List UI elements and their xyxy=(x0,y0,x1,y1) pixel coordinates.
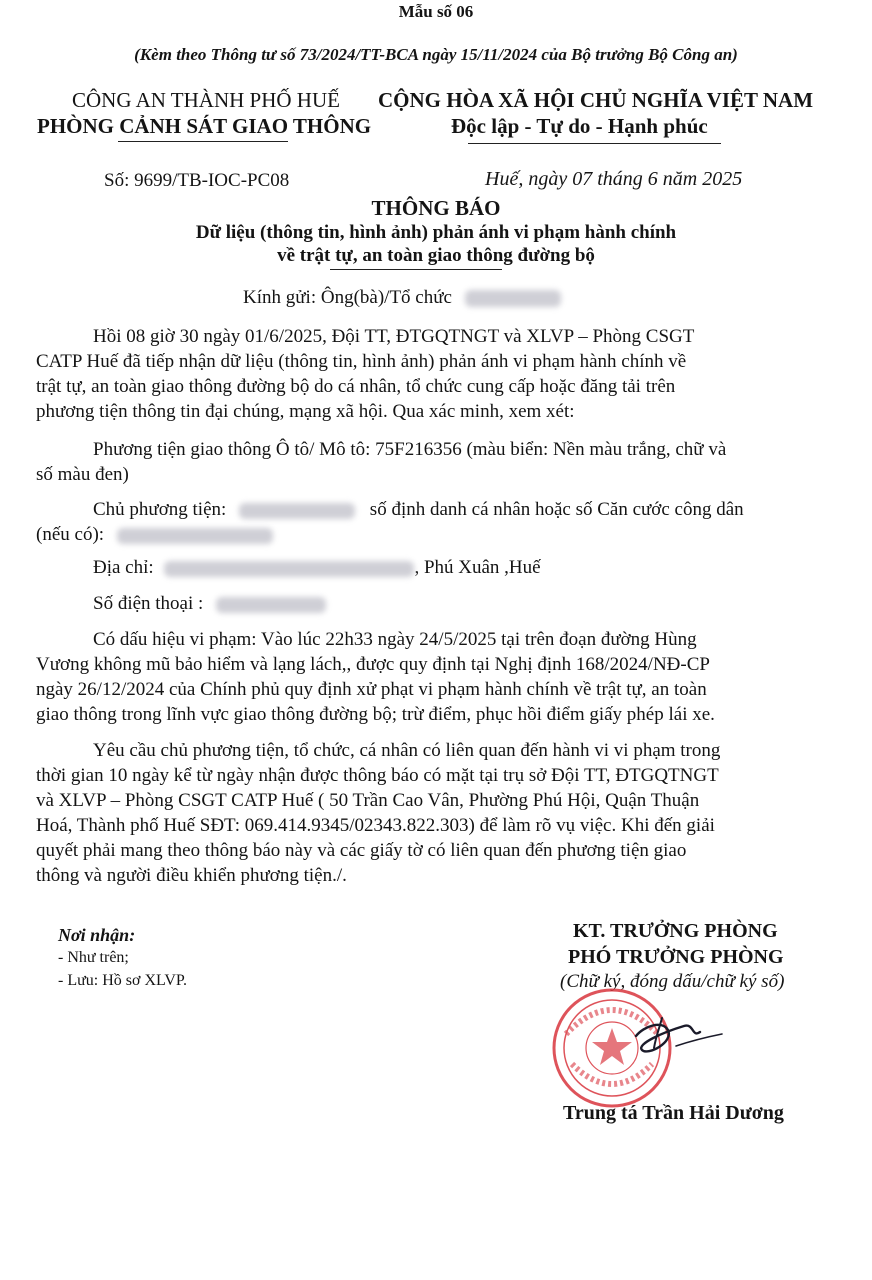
vehicle-paragraph xyxy=(36,437,808,487)
request-paragraph xyxy=(36,738,808,888)
parent-organization: CÔNG AN THÀNH PHỐ HUẾ xyxy=(72,88,340,112)
official-seal-and-signature xyxy=(544,986,724,1116)
org-underline xyxy=(118,141,288,142)
address-suffix: , Phú Xuân ,Huế xyxy=(414,557,541,578)
title-underline xyxy=(330,269,502,270)
intro-line: CATP Huế đã tiếp nhận dữ liệu (thông tin, hình ảnh) phản ánh vi phạm hành chính về xyxy=(36,351,687,372)
violation-line: Có dấu hiệu vi phạm: Vào lúc 22h33 ngày 24/5/2025 tại trên đoạn đường Hùng xyxy=(93,629,697,650)
redacted-owner-name xyxy=(239,503,355,519)
intro-line: Hồi 08 giờ 30 ngày 01/6/2025, Đội TT, ĐTGQTNGT và XLVP – Phòng CSGT xyxy=(93,326,695,347)
violation-paragraph xyxy=(36,627,808,727)
place-and-date: Huế, ngày 07 tháng 6 năm 2025 xyxy=(485,168,743,190)
owner-id-line xyxy=(36,522,808,547)
address-line xyxy=(36,555,808,580)
request-line: và XLVP – Phòng CSGT CATP Huế ( 50 Trần Cao Vân, Phường Phú Hội, Quận Thuận xyxy=(36,790,700,811)
national-motto: Độc lập - Tự do - Hạnh phúc xyxy=(451,114,708,138)
signer-title-2: PHÓ TRƯỞNG PHÒNG xyxy=(568,946,784,968)
request-line: thông và người điều khiển phương tiện./. xyxy=(36,865,347,886)
document-subtitle-line-1: Dữ liệu (thông tin, hình ảnh) phản ánh vi phạm hành chính xyxy=(195,222,677,243)
vehicle-line: Phương tiện giao thông Ô tô/ Mô tô: 75F216356 (màu biển: Nền màu trắng, chữ và xyxy=(93,439,727,460)
official-seal-icon xyxy=(554,990,670,1106)
owner-id-label: số định danh cá nhân hoặc số Căn cước công dân xyxy=(369,499,744,520)
redacted-owner-id xyxy=(117,528,273,544)
vehicle-line: số màu đen) xyxy=(36,464,129,485)
republic-name: CỘNG HÒA XÃ HỘI CHỦ NGHĨA VIỆT NAM xyxy=(378,88,814,112)
phone-label: Số điện thoại : xyxy=(93,593,204,614)
form-number: Mẫu số 06 xyxy=(398,2,474,21)
signer-title-1: KT. TRƯỞNG PHÒNG xyxy=(573,920,778,942)
redacted-recipient-name xyxy=(465,290,561,307)
recipient-label: Kính gửi: Ông(bà)/Tổ chức xyxy=(243,287,452,308)
receiver-item: - Như trên; xyxy=(58,949,129,966)
intro-line: phương tiện thông tin đại chúng, mạng xã hội. Qua xác minh, xem xét: xyxy=(36,401,575,422)
intro-line: trật tự, an toàn giao thông đường bộ do cá nhân, tổ chức cung cấp hoặc đăng tải trên xyxy=(36,376,676,397)
request-line: quyết phải mang theo thông báo này và các giấy tờ có liên quan đến phương tiện giao xyxy=(36,840,687,861)
request-line: Yêu cầu chủ phương tiện, tổ chức, cá nhân có liên quan đến hành vi vi phạm trong xyxy=(93,740,721,761)
signature-note: (Chữ ký, đóng dấu/chữ ký số) xyxy=(560,971,785,992)
violation-line: ngày 26/12/2024 của Chính phủ quy định xử phạt vi phạm hành chính về trật tự, an toàn xyxy=(36,679,707,700)
redacted-phone-number xyxy=(216,597,326,613)
form-legal-note: (Kèm theo Thông tư số 73/2024/TT-BCA ngày 15/11/2024 của Bộ trưởng Bộ Công an) xyxy=(134,45,738,64)
redacted-address xyxy=(164,561,414,577)
document-subtitle-line-2: về trật tự, an toàn giao thông đường bộ xyxy=(277,245,595,266)
receivers-label: Nơi nhận: xyxy=(58,925,136,945)
receiver-item: - Lưu: Hồ sơ XLVP. xyxy=(58,972,187,989)
address-label: Địa chỉ: xyxy=(93,557,154,578)
document-title: THÔNG BÁO xyxy=(371,196,501,220)
owner-line xyxy=(36,497,808,522)
owner-label: Chủ phương tiện: xyxy=(93,499,227,520)
violation-line: giao thông trong lĩnh vực giao thông đường bộ; trừ điểm, phục hồi điểm giấy phép lái xe. xyxy=(36,704,715,725)
request-line: thời gian 10 ngày kể từ ngày nhận được thông báo có mặt tại trụ sở Đội TT, ĐTGQTNGT xyxy=(36,765,719,786)
request-line: Hoá, Thành phố Huế SĐT: 069.414.9345/02343.822.303) để làm rõ vụ việc. Khi đến giải xyxy=(36,815,715,836)
owner-paragraph xyxy=(36,497,808,547)
intro-paragraph xyxy=(36,324,808,424)
document-number: Số: 9699/TB-IOC-PC08 xyxy=(104,170,290,191)
owner-id-label-cont: (nếu có): xyxy=(36,524,105,545)
motto-underline xyxy=(468,143,721,144)
violation-line: Vương không mũ bảo hiểm và lạng lách,, được quy định tại Nghị định 168/2024/NĐ-CP xyxy=(36,654,710,675)
recipient-line xyxy=(243,287,561,309)
signer-name: Trung tá Trần Hải Dương xyxy=(563,1102,784,1124)
phone-line xyxy=(36,591,808,616)
issuing-organization: PHÒNG CẢNH SÁT GIAO THÔNG xyxy=(37,114,372,138)
